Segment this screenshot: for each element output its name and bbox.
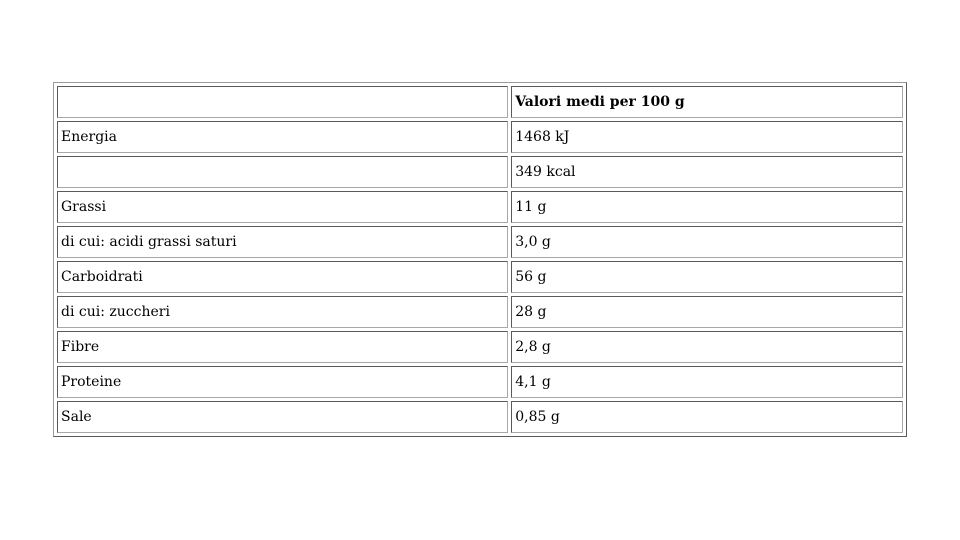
nutrient-label: Grassi xyxy=(57,191,508,223)
nutrient-value: 0,85 g xyxy=(511,401,903,433)
table-row xyxy=(57,261,903,293)
table-row xyxy=(57,191,903,223)
table-row xyxy=(57,226,903,258)
nutrient-value: 3,0 g xyxy=(511,226,903,258)
table-row xyxy=(57,401,903,433)
nutrient-value: 1468 kJ xyxy=(511,121,903,153)
header-value-cell: Valori medi per 100 g xyxy=(511,86,903,118)
nutrient-label: Carboidrati xyxy=(57,261,508,293)
nutrient-label: Fibre xyxy=(57,331,508,363)
nutrition-table xyxy=(53,82,907,437)
table-row xyxy=(57,331,903,363)
table-row xyxy=(57,121,903,153)
nutrient-label xyxy=(57,156,508,188)
nutrient-value: 28 g xyxy=(511,296,903,328)
table-row xyxy=(57,366,903,398)
nutrient-label: di cui: acidi grassi saturi xyxy=(57,226,508,258)
nutrient-label: Proteine xyxy=(57,366,508,398)
table-header-row xyxy=(57,86,903,118)
table-row xyxy=(57,156,903,188)
header-label-cell xyxy=(57,86,508,118)
nutrient-label: di cui: zuccheri xyxy=(57,296,508,328)
nutrient-label: Sale xyxy=(57,401,508,433)
nutrient-value: 349 kcal xyxy=(511,156,903,188)
nutrient-value: 11 g xyxy=(511,191,903,223)
nutrient-value: 4,1 g xyxy=(511,366,903,398)
table-row xyxy=(57,296,903,328)
nutrient-value: 56 g xyxy=(511,261,903,293)
nutrient-label: Energia xyxy=(57,121,508,153)
nutrient-value: 2,8 g xyxy=(511,331,903,363)
